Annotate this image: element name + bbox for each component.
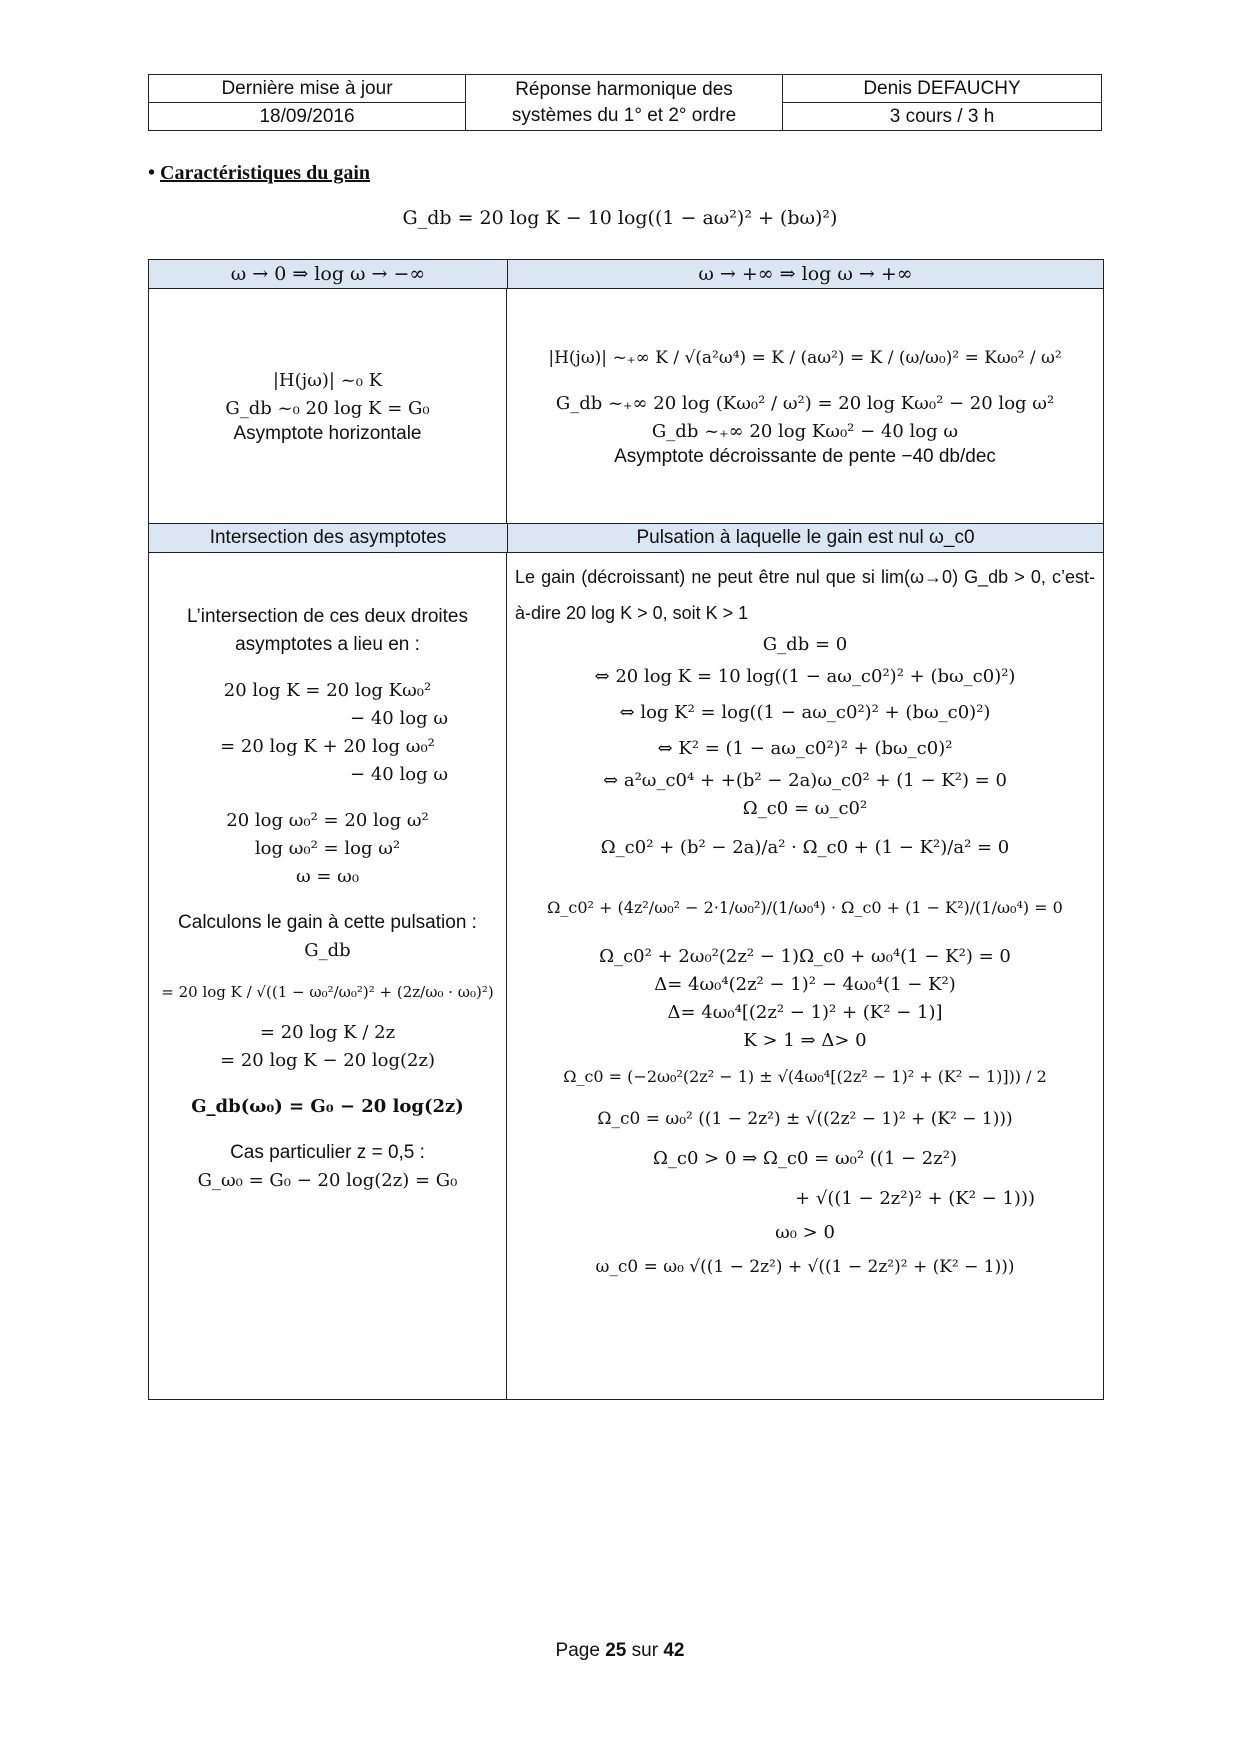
last-update-label: Dernière mise à jour <box>149 75 466 103</box>
intersection-cell <box>149 553 507 1399</box>
left-line: = 20 log K − 20 log(2z) <box>220 1050 435 1071</box>
left-line: 20 log ω₀² = 20 log ω² <box>226 810 429 831</box>
low-eq-2: G_db ~₀ 20 log K = G₀ <box>225 398 430 419</box>
page-number: 25 <box>605 1640 627 1661</box>
header-low-frequency: ω → 0 ⇒ log ω → −∞ <box>149 260 508 288</box>
left-line: − 40 log ω <box>350 764 448 785</box>
right-line: + √((1 − 2z²)² + (K² − 1))) <box>795 1188 1035 1209</box>
low-frequency-cell <box>149 289 507 523</box>
footer-sep: sur <box>631 1640 659 1661</box>
header-zero-gain: Pulsation à laquelle le gain est nul ω_c0 <box>508 524 1103 552</box>
low-eq-1: |H(jω)| ~₀ K <box>272 370 383 391</box>
sessions: 3 cours / 3 h <box>783 103 1102 131</box>
left-line: log ω₀² = log ω² <box>254 838 401 859</box>
right-line: Δ= 4ω₀⁴[(2z² − 1)² + (K² − 1)] <box>667 1002 943 1023</box>
main-equation: G_db = 20 log K − 10 log((1 − aω²)² + (bω)²) <box>402 207 838 229</box>
right-line: Ω_c0 > 0 ⇒ Ω_c0 = ω₀² ((1 − 2z²) <box>653 1148 957 1169</box>
left-line: G_db <box>304 940 351 961</box>
high-label: Asymptote décroissante de pente −40 db/dec <box>614 446 996 467</box>
right-line: K > 1 ⇒ Δ> 0 <box>743 1030 867 1051</box>
right-line: ω₀ > 0 <box>775 1222 835 1243</box>
left-line: ω = ω₀ <box>295 866 360 887</box>
header-intersection: Intersection des asymptotes <box>149 524 508 552</box>
right-line: ⇔ K² = (1 − aω_c0²)² + (bω_c0)² <box>657 738 953 759</box>
right-line: ⇔ 20 log K = 10 log((1 − aω_c0²)² + (bω_c0)²) <box>594 666 1016 687</box>
update-date: 18/09/2016 <box>149 103 466 131</box>
high-eq-3: G_db ~₊∞ 20 log Kω₀² − 40 log ω <box>651 421 959 442</box>
bullet: • <box>148 162 156 184</box>
right-line: Ω_c0² + (b² − 2a)/a² · Ω_c0 + (1 − K²)/a² = 0 <box>600 837 1010 858</box>
footer-prefix: Page <box>555 1640 600 1661</box>
right-line: Ω_c0² + (4z²/ω₀² − 2·1/ω₀²)/(1/ω₀⁴) · Ω_c0 + (1 − K²)/(1/ω₀⁴) = 0 <box>547 898 1063 917</box>
section-title-text: Caractéristiques du gain <box>160 162 371 184</box>
high-frequency-cell <box>507 289 1103 523</box>
right-line: Ω_c0 = ω_c0² <box>742 798 868 819</box>
left-line: = 20 log K / 2z <box>259 1022 396 1043</box>
author: Denis DEFAUCHY <box>783 75 1102 103</box>
low-label: Asymptote horizontale <box>233 423 422 444</box>
right-line: Ω_c0² + 2ω₀²(2z² − 1)Ω_c0 + ω₀⁴(1 − K²) = 0 <box>599 946 1011 967</box>
left-line: − 40 log ω <box>350 708 448 729</box>
left-line: Cas particulier z = 0,5 : <box>230 1142 425 1163</box>
left-line: = 20 log K / √((1 − ω₀²/ω₀²)² + (2z/ω₀ · ω₀)²) <box>161 983 494 1001</box>
left-line: = 20 log K + 20 log ω₀² <box>220 736 435 757</box>
page-total: 42 <box>663 1640 685 1661</box>
header-high-frequency: ω → +∞ ⇒ log ω → +∞ <box>508 260 1103 288</box>
title-line-2: systèmes du 1° et 2° ordre <box>511 104 737 126</box>
right-line: G_db = 0 <box>762 634 848 655</box>
right-line: Δ= 4ω₀⁴(2z² − 1)² − 4ω₀⁴(1 − K²) <box>654 974 956 995</box>
gain-table <box>148 259 1104 1400</box>
page-footer <box>0 1640 1240 1662</box>
right-line: ⇔ log K² = log((1 − aω_c0²)² + (bω_c0)²) <box>619 702 991 723</box>
right-line: Ω_c0 = (−2ω₀²(2z² − 1) ± √(4ω₀⁴[(2z² − 1)² + (K² − 1)])) / 2 <box>563 1067 1047 1086</box>
right-line: ω_c0 = ω₀ √((1 − 2z²) + √((1 − 2z²)² + (K² − 1))) <box>595 1257 1015 1277</box>
section-title <box>148 162 370 185</box>
high-eq-2: G_db ~₊∞ 20 log (Kω₀² / ω²) = 20 log Kω₀² − 20 log ω² <box>555 393 1055 414</box>
right-intro: Le gain (décroissant) ne peut être nul que si lim(ω→0) G_db > 0, c’est-à-dire 20 log K > 0, soit K > 1 <box>515 567 1095 623</box>
left-line: asymptotes a lieu en : <box>235 634 420 655</box>
left-line: G_ω₀ = G₀ − 20 log(2z) = G₀ <box>197 1170 458 1191</box>
header-table <box>148 74 1102 131</box>
high-eq-1: |H(jω)| ~₊∞ K / √(a²ω⁴) = K / (aω²) = K / (ω/ω₀)² = Kω₀² / ω² <box>548 348 1062 368</box>
title-line-1: Réponse harmonique des <box>515 78 733 100</box>
left-line: 20 log K = 20 log Kω₀² <box>223 680 432 701</box>
document-title <box>466 75 783 131</box>
left-line: Calculons le gain à cette pulsation : <box>178 912 477 933</box>
left-result: G_db(ω₀) = G₀ − 20 log(2z) <box>191 1096 464 1117</box>
zero-gain-cell <box>507 553 1103 1399</box>
right-line: Ω_c0 = ω₀² ((1 − 2z²) ± √((2z² − 1)² + (K² − 1))) <box>597 1109 1013 1129</box>
right-line: ⇔ a²ω_c0⁴ + +(b² − 2a)ω_c0² + (1 − K²) = 0 <box>603 770 1007 791</box>
left-line: L’intersection de ces deux droites <box>187 606 468 627</box>
